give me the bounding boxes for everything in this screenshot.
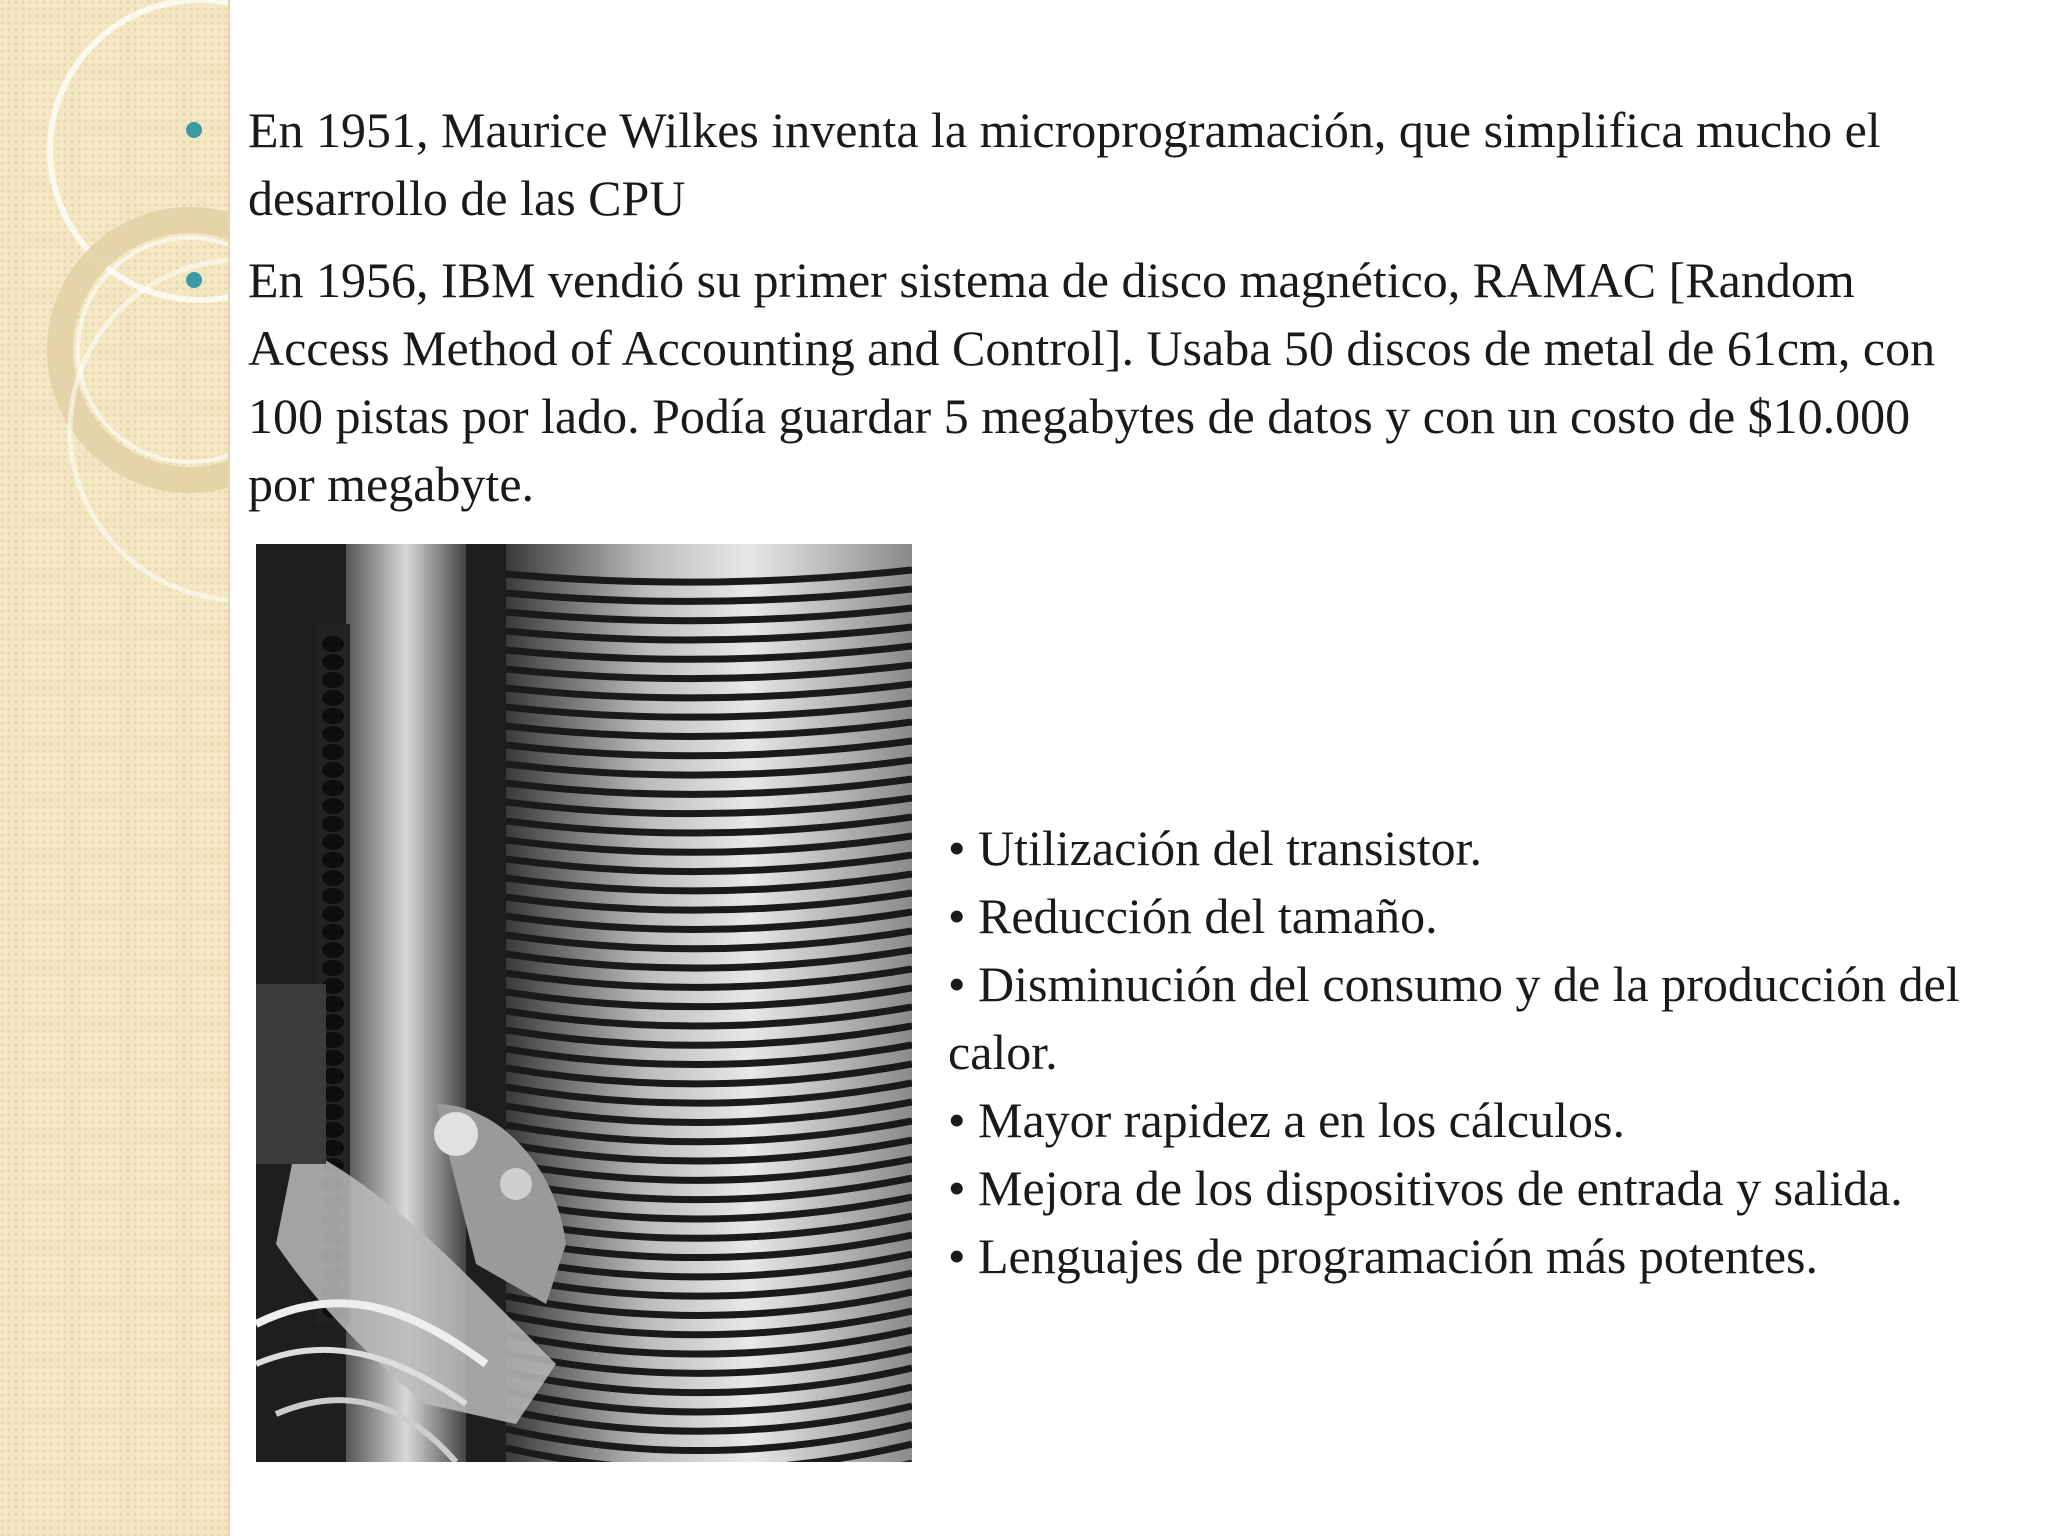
- feature-item: • Utilización del transistor.: [948, 820, 1483, 876]
- ramac-disk-image: [256, 544, 912, 1462]
- chain-bead: [322, 726, 344, 742]
- chain-bead: [322, 888, 344, 904]
- feature-item: • Lenguajes de programación más potentes.: [948, 1228, 1818, 1284]
- bullet-item: [186, 246, 1986, 518]
- chain-bead: [322, 672, 344, 688]
- chain-bead: [322, 636, 344, 652]
- bullet-text: En 1951, Maurice Wilkes inventa la microprogramación, que simplifica mucho el desarrollo de las CPU: [248, 102, 1881, 226]
- chain-bead: [322, 744, 344, 760]
- chain-bead: [322, 852, 344, 868]
- chain-bead: [322, 870, 344, 886]
- bullet-dot-icon: [186, 122, 202, 138]
- chain-bead: [322, 834, 344, 850]
- chain-bead: [322, 816, 344, 832]
- chain-bead: [322, 762, 344, 778]
- chain-bead: [322, 942, 344, 958]
- bullet-list: [186, 96, 1986, 532]
- chain-bead: [322, 924, 344, 940]
- bullet-text: En 1956, IBM vendió su primer sistema de disco magnético, RAMAC [Random Access Method of Accounting and Control]. Usaba 50 discos de metal de 61cm, con 100 pistas por lado. Podía guardar 5 megabytes de datos y con un costo de $10.000 por megabyte.: [248, 252, 1936, 512]
- chain-bead: [322, 690, 344, 706]
- bullet-dot-icon: [186, 272, 202, 288]
- chain-bead: [322, 798, 344, 814]
- features-list: [948, 814, 2008, 1290]
- chain-bead: [322, 780, 344, 796]
- ramac-disk-photo: [256, 544, 912, 1462]
- chain-bead: [322, 906, 344, 922]
- chain-bead: [322, 654, 344, 670]
- feature-item: • Mejora de los dispositivos de entrada y salida.: [948, 1160, 1903, 1216]
- feature-item: • Reducción del tamaño.: [948, 888, 1438, 944]
- feature-item: • Disminución del consumo y de la producción del calor.: [948, 956, 1960, 1080]
- feature-item: • Mayor rapidez a en los cálculos.: [948, 1092, 1625, 1148]
- chain-bead: [322, 708, 344, 724]
- chain-bead: [322, 960, 344, 976]
- bullet-item: [186, 96, 1986, 232]
